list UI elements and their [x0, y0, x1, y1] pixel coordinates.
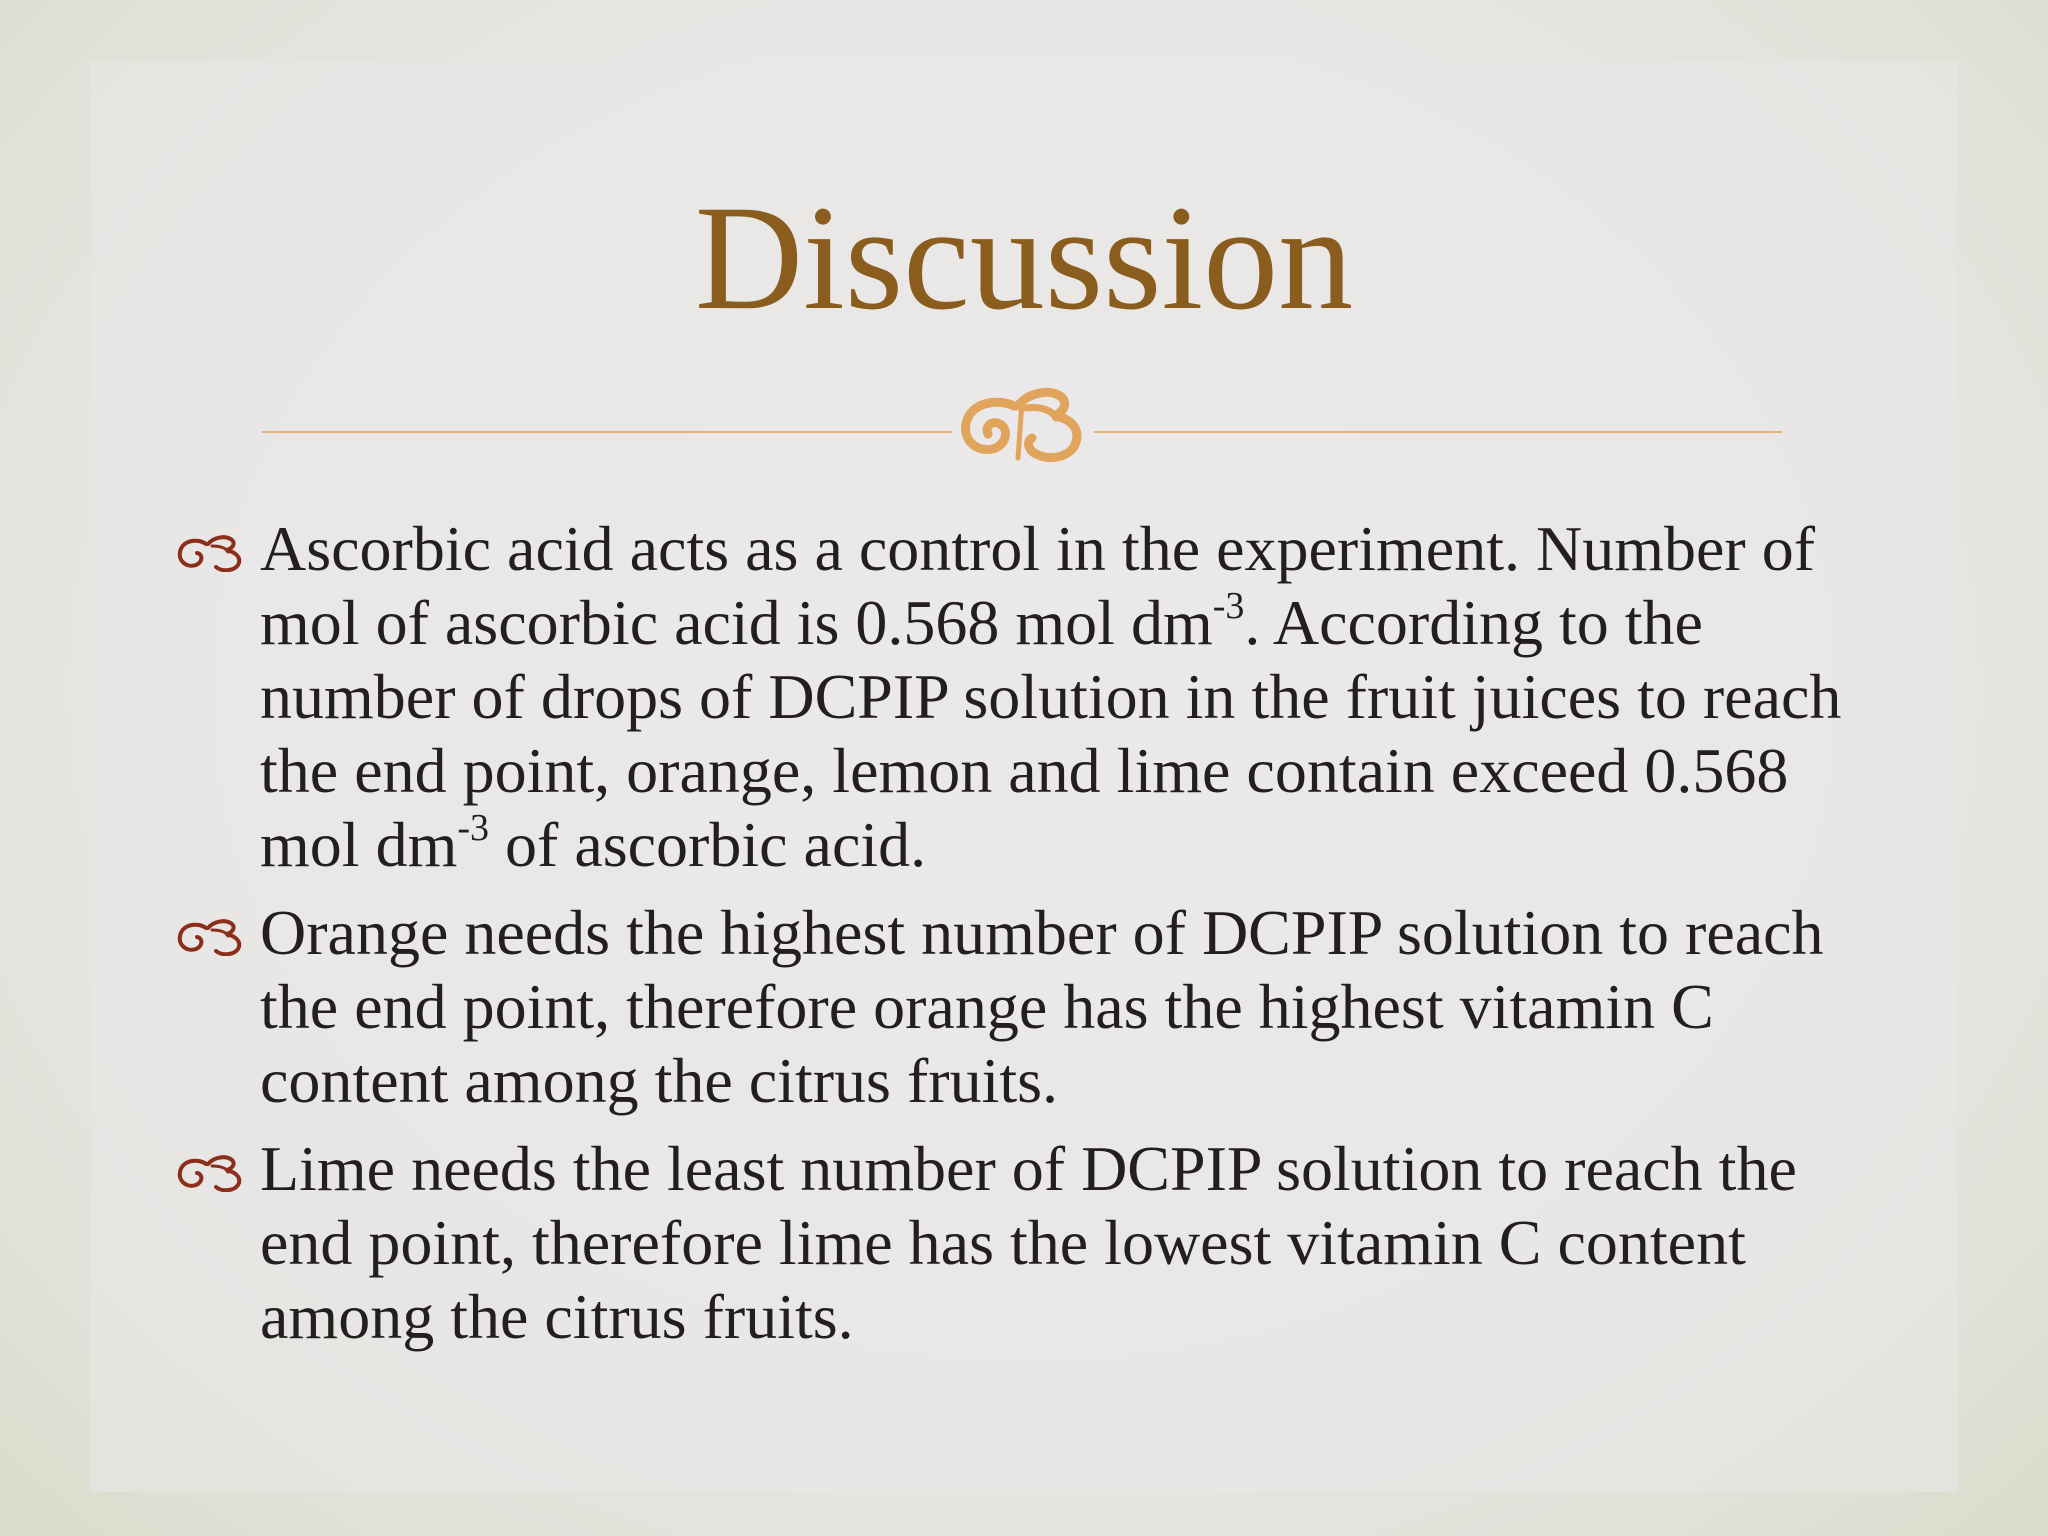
fleuron-ornament-icon — [956, 372, 1092, 472]
fleuron-bullet-icon — [176, 916, 246, 956]
superscript: -3 — [1212, 584, 1245, 627]
fleuron-bullet-icon — [176, 532, 246, 572]
bullet-item — [174, 896, 1874, 1118]
bullet-text-part: of ascorbic acid. — [489, 809, 927, 880]
superscript: -3 — [457, 806, 489, 849]
bullet-text: Orange needs the highest number of DCPIP solution to reach the end point, therefore orange has the highest vitamin C content among the citrus fruits. — [260, 897, 1824, 1116]
bullet-text: Lime needs the least number of DCPIP solution to reach the end point, therefore lime has the lowest vitamin C content among the citrus fruits. — [260, 1133, 1797, 1352]
title-divider — [262, 372, 1782, 452]
bullet-item — [174, 1132, 1874, 1354]
slide-title: Discussion — [694, 175, 1354, 341]
bullet-text-part: . According to the number of drops of DCPIP solution in the fruit juices to reach the end point, orange, lemon and lime contain exceed 0.568 mol dm — [260, 587, 1842, 880]
divider-line-right — [1094, 431, 1782, 433]
fleuron-bullet-icon — [176, 1152, 246, 1192]
bullet-text-part: Ascorbic acid acts as a control in the experiment. Number of mol of ascorbic acid is 0.568 mol dm — [260, 513, 1815, 658]
divider-line-left — [262, 431, 952, 433]
bullet-item — [174, 512, 1874, 882]
bullet-list — [174, 512, 1874, 1368]
